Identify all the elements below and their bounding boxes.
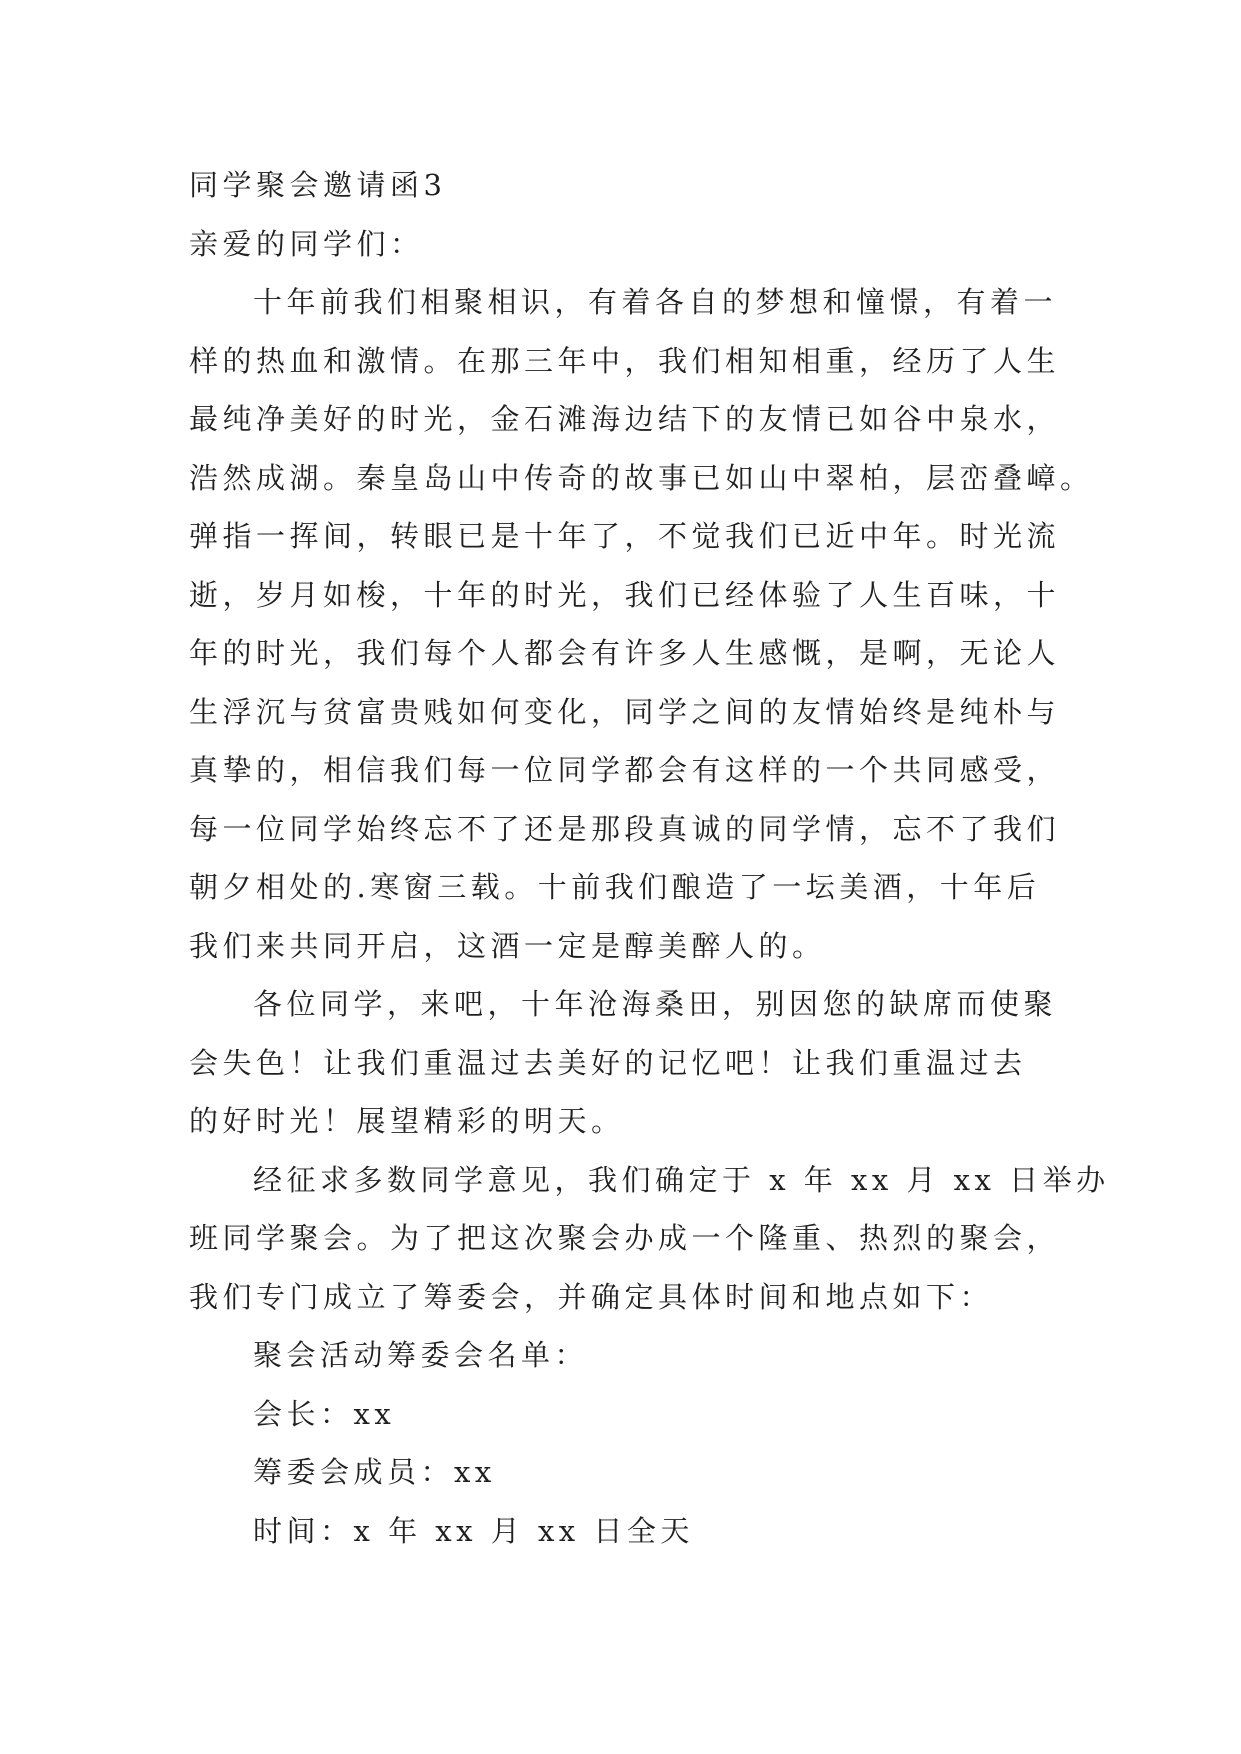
paragraph-line: 真挚的，相信我们每一位同学都会有这样的一个共同感受， [189,753,1061,787]
paragraph-line: 各位同学，来吧，十年沧海桑田，别因您的缺席而使聚 [253,987,1058,1021]
paragraph-line: 我们专门成立了筹委会，并确定具体时间和地点如下： [189,1279,994,1314]
time-line: 时间：x 年 xx 月 xx 日全天 [253,1513,694,1548]
salutation: 亲爱的同学们： [189,226,424,261]
paragraph-line: 十年前我们相聚相识，有着各自的梦想和憧憬，有着一 [253,285,1058,319]
members-line: 筹委会成员：xx [253,1455,496,1489]
paragraph-line: 最纯净美好的时光，金石滩海边结下的友情已如谷中泉水， [189,402,1061,436]
paragraph-line: 浩然成湖。秦皇岛山中传奇的故事已如山中翠柏，层峦叠嶂。 [189,460,1094,495]
paragraph-line: 的好时光！展望精彩的明天。 [189,1104,625,1138]
paragraph-line: 样的热血和激情。在那三年中，我们相知相重，经历了人生 [189,343,1061,378]
paragraph-line: 朝夕相处的.寒窗三载。十前我们酿造了一坛美酒，十年后 [189,870,1041,904]
paragraph-line: 我们来共同开启，这酒一定是醇美醉人的。 [189,928,826,963]
committee-heading: 聚会活动筹委会名单： [253,1338,589,1372]
paragraph-3 [189,1151,1110,1327]
paragraph-2 [189,975,1058,1151]
paragraph-line: 会失色！让我们重温过去美好的记忆吧！让我们重温过去 [189,1045,1027,1080]
paragraph-line: 年的时光，我们每个人都会有许多人生感慨，是啊，无论人 [189,636,1061,670]
paragraph-1 [189,273,1094,975]
paragraph-line: 生浮沉与贫富贵贱如何变化，同学之间的友情始终是纯朴与 [189,694,1061,729]
paragraph-line: 经征求多数同学意见，我们确定于 x 年 xx 月 xx 日举办 [253,1162,1110,1197]
paragraph-line: 逝，岁月如梭，十年的时光，我们已经体验了人生百味，十 [189,577,1061,612]
paragraph-line: 每一位同学始终忘不了还是那段真诚的同学情，忘不了我们 [189,811,1061,846]
document-body [189,156,1110,1560]
document-title: 同学聚会邀请函3 [189,168,447,202]
paragraph-line: 弹指一挥间，转眼已是十年了，不觉我们已近中年。时光流 [189,519,1061,553]
president-line: 会长：xx [253,1396,396,1431]
paragraph-line: 班同学聚会。为了把这次聚会办成一个隆重、热烈的聚会， [189,1221,1061,1255]
